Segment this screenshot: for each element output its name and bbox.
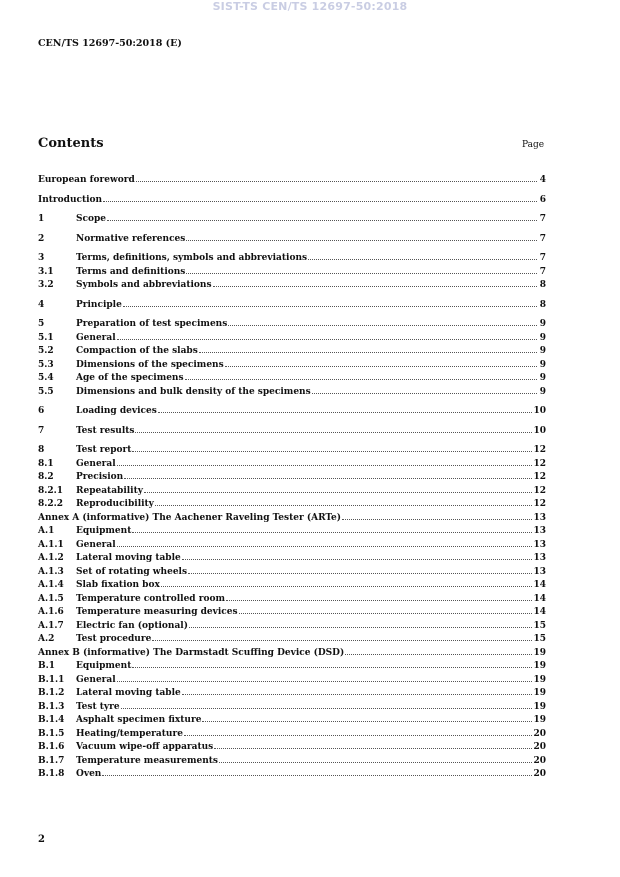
toc-entry-number: A.1.7 xyxy=(38,620,64,631)
toc-entry[interactable] xyxy=(38,174,546,188)
toc-entry-title: Oven xyxy=(76,769,102,779)
toc-entry-page: 19 xyxy=(533,647,546,658)
toc-entry-page: 19 xyxy=(533,688,546,698)
page-title: Contents xyxy=(38,136,104,151)
toc-entry[interactable] xyxy=(38,279,546,293)
toc-entry-title: Scope xyxy=(76,214,107,224)
dot-leader xyxy=(182,694,533,695)
toc-entry[interactable] xyxy=(38,674,546,688)
toc-entry-number: 5.5 xyxy=(38,386,54,397)
toc-entry[interactable] xyxy=(38,318,546,332)
toc-entry[interactable] xyxy=(38,660,546,674)
dot-leader xyxy=(213,286,537,287)
toc-entry-title: Temperature controlled room xyxy=(76,593,225,604)
toc-entry-number: B.1.5 xyxy=(38,728,65,739)
toc-entry-title: General xyxy=(76,458,116,469)
toc-entry-page: 12 xyxy=(533,499,546,509)
toc-entry-page: 6 xyxy=(539,194,546,205)
toc-entry[interactable] xyxy=(38,620,546,634)
page-number: 2 xyxy=(38,834,45,845)
toc-entry-number: B.1.6 xyxy=(38,742,65,752)
toc-entry-page: 12 xyxy=(533,472,546,482)
dot-leader xyxy=(144,492,532,493)
toc-entry[interactable] xyxy=(38,498,546,512)
toc-entry-title: European foreword xyxy=(38,175,135,185)
dot-leader xyxy=(308,259,537,260)
toc-entry-page: 13 xyxy=(533,566,546,577)
toc-entry-title: General xyxy=(76,674,116,685)
toc-entry-page: 20 xyxy=(533,769,546,779)
toc-entry-number: 4 xyxy=(38,299,45,310)
toc-entry-title: Equipment xyxy=(76,661,132,671)
toc-entry-page: 15 xyxy=(533,620,546,631)
toc-entry-title: Vacuum wipe-off apparatus xyxy=(76,742,214,752)
toc-entry-page: 9 xyxy=(539,373,546,383)
toc-entry-number: 5.3 xyxy=(38,359,54,370)
toc-entry[interactable] xyxy=(38,252,546,266)
toc-entry-title: Temperature measuring devices xyxy=(76,607,238,617)
toc-entry-number: A.1.4 xyxy=(38,580,64,590)
page-column-label: Page xyxy=(522,140,545,150)
toc-entry-number: 8.2 xyxy=(38,472,54,482)
toc-entry-number: A.1.2 xyxy=(38,553,64,563)
toc-entry-title: Principle xyxy=(76,299,122,310)
toc-entry[interactable] xyxy=(38,579,546,593)
toc-entry-page: 4 xyxy=(539,175,546,185)
dot-leader xyxy=(155,505,533,506)
table-of-contents xyxy=(38,174,546,782)
dot-leader xyxy=(219,762,532,763)
toc-entry[interactable] xyxy=(38,512,546,526)
toc-entry-page: 19 xyxy=(533,701,546,712)
toc-entry[interactable] xyxy=(38,728,546,742)
toc-entry-number: 7 xyxy=(38,425,45,436)
dot-leader xyxy=(117,681,533,682)
dot-leader xyxy=(102,775,532,776)
toc-entry-title: Lateral moving table xyxy=(76,553,181,563)
toc-entry-number: 3 xyxy=(38,253,45,263)
toc-entry-page: 14 xyxy=(533,593,546,604)
toc-entry-title: Age of the specimens xyxy=(76,373,184,383)
toc-entry[interactable] xyxy=(38,359,546,373)
toc-entry-title: Annex A (informative) The Aachener Raveling Tester (ARTe) xyxy=(38,512,342,523)
toc-entry-title: Lateral moving table xyxy=(76,688,181,698)
toc-entry-number: A.1.1 xyxy=(38,539,64,550)
toc-entry-number: B.1.8 xyxy=(38,769,65,779)
toc-entry-number: B.1 xyxy=(38,661,56,671)
toc-entry[interactable] xyxy=(38,525,546,539)
toc-entry-number: B.1.3 xyxy=(38,701,65,712)
toc-entry[interactable] xyxy=(38,345,546,359)
toc-entry-page: 12 xyxy=(533,445,546,455)
toc-entry-number: 2 xyxy=(38,233,45,244)
toc-entry-title: Symbols and abbreviations xyxy=(76,280,212,290)
toc-entry-number: 3.2 xyxy=(38,280,54,290)
dot-leader xyxy=(158,412,533,413)
dot-leader xyxy=(117,546,533,547)
toc-entry-title: Test results xyxy=(76,425,135,436)
toc-entry-page: 13 xyxy=(533,512,546,523)
toc-entry-number: 5.2 xyxy=(38,346,54,356)
toc-entry-number: 5 xyxy=(38,319,45,329)
watermark: SIST-TS CEN/TS 12697-50:2018 xyxy=(212,0,408,13)
toc-entry-title: Reproducibility xyxy=(76,499,154,509)
toc-entry-number: 3.1 xyxy=(38,266,54,277)
dot-leader xyxy=(182,559,533,560)
toc-entry-number: B.1.4 xyxy=(38,715,65,725)
toc-entry[interactable] xyxy=(38,444,546,458)
toc-entry-page: 10 xyxy=(533,425,546,436)
toc-entry-number: B.1.1 xyxy=(38,674,65,685)
dot-leader xyxy=(124,478,532,479)
toc-entry[interactable] xyxy=(38,593,546,607)
dot-leader xyxy=(199,352,537,353)
dot-leader xyxy=(136,181,537,182)
toc-entry-title: Terms, definitions, symbols and abbreviations xyxy=(76,253,308,263)
toc-entry-page: 13 xyxy=(533,553,546,563)
dot-leader xyxy=(117,465,533,466)
toc-entry-title: Heating/temperature xyxy=(76,728,183,739)
dot-leader xyxy=(239,613,533,614)
toc-entry[interactable] xyxy=(38,386,546,400)
dot-leader xyxy=(189,627,532,628)
toc-entry[interactable] xyxy=(38,233,546,247)
toc-entry-title: Loading devices xyxy=(76,406,157,416)
toc-entry[interactable] xyxy=(38,485,546,499)
dot-leader xyxy=(312,393,537,394)
toc-entry[interactable] xyxy=(38,768,546,782)
toc-entry[interactable] xyxy=(38,299,546,313)
dot-leader xyxy=(202,721,532,722)
toc-entry-page: 9 xyxy=(539,359,546,370)
toc-entry[interactable] xyxy=(38,458,546,472)
toc-entry-page: 14 xyxy=(533,580,546,590)
toc-entry-title: Terms and definitions xyxy=(76,266,186,277)
toc-entry-page: 20 xyxy=(533,742,546,752)
toc-entry-title: Compaction of the slabs xyxy=(76,346,198,356)
toc-entry-number: 8.2.1 xyxy=(38,485,64,496)
toc-entry[interactable] xyxy=(38,741,546,755)
dot-leader xyxy=(186,273,537,274)
dot-leader xyxy=(342,519,532,520)
dot-leader xyxy=(123,306,537,307)
dot-leader xyxy=(214,748,532,749)
toc-entry[interactable] xyxy=(38,633,546,647)
toc-entry-title: Asphalt specimen fixture xyxy=(76,715,202,725)
dot-leader xyxy=(188,573,532,574)
toc-entry-page: 13 xyxy=(533,539,546,550)
toc-entry-title: Introduction xyxy=(38,194,103,205)
toc-entry-page: 19 xyxy=(533,661,546,671)
dot-leader xyxy=(152,640,532,641)
toc-entry-page: 7 xyxy=(539,253,546,263)
toc-entry[interactable] xyxy=(38,266,546,280)
toc-entry-number: 6 xyxy=(38,406,45,416)
toc-entry-page: 10 xyxy=(533,406,546,416)
toc-entry-number: 8.2.2 xyxy=(38,499,64,509)
toc-entry[interactable] xyxy=(38,425,546,439)
toc-entry-page: 7 xyxy=(539,266,546,277)
toc-entry-page: 14 xyxy=(533,607,546,617)
dot-leader xyxy=(228,325,537,326)
toc-entry[interactable] xyxy=(38,701,546,715)
toc-entry-number: A.1.6 xyxy=(38,607,64,617)
dot-leader xyxy=(132,532,532,533)
toc-entry-title: Test tyre xyxy=(76,701,120,712)
toc-entry-number: A.2 xyxy=(38,634,55,644)
dot-leader xyxy=(107,220,537,221)
toc-entry-number: B.1.7 xyxy=(38,755,65,766)
toc-entry-title: Equipment xyxy=(76,526,132,536)
dot-leader xyxy=(345,654,532,655)
toc-entry-page: 12 xyxy=(533,458,546,469)
dot-leader xyxy=(226,600,532,601)
toc-entry-number: 5.1 xyxy=(38,332,54,343)
toc-entry-page: 9 xyxy=(539,346,546,356)
toc-entry[interactable] xyxy=(38,405,546,419)
toc-entry[interactable] xyxy=(38,714,546,728)
toc-entry-number: A.1.3 xyxy=(38,566,64,577)
toc-entry-title: Annex B (informative) The Darmstadt Scuffing Device (DSD) xyxy=(38,647,345,658)
toc-entry-number: 8.1 xyxy=(38,458,54,469)
toc-entry-page: 13 xyxy=(533,526,546,536)
toc-entry-page: 19 xyxy=(533,715,546,725)
toc-entry[interactable] xyxy=(38,539,546,553)
toc-entry-page: 19 xyxy=(533,674,546,685)
dot-leader xyxy=(185,379,537,380)
toc-entry[interactable] xyxy=(38,606,546,620)
dot-leader xyxy=(135,432,532,433)
dot-leader xyxy=(121,708,533,709)
dot-leader xyxy=(161,586,533,587)
dot-leader xyxy=(225,366,537,367)
toc-entry[interactable] xyxy=(38,213,546,227)
toc-entry-title: Repeatability xyxy=(76,485,143,496)
toc-entry[interactable] xyxy=(38,372,546,386)
toc-entry-page: 7 xyxy=(539,233,546,244)
document-id: CEN/TS 12697-50:2018 (E) xyxy=(38,38,182,49)
toc-entry[interactable] xyxy=(38,194,546,208)
toc-entry-number: B.1.2 xyxy=(38,688,65,698)
toc-entry-title: General xyxy=(76,332,116,343)
dot-leader xyxy=(103,201,537,202)
toc-entry-title: Electric fan (optional) xyxy=(76,620,188,631)
toc-entry-page: 20 xyxy=(533,755,546,766)
toc-entry-page: 7 xyxy=(539,214,546,224)
toc-entry-title: Set of rotating wheels xyxy=(76,566,188,577)
toc-entry[interactable] xyxy=(38,687,546,701)
toc-entry-title: Test procedure xyxy=(76,634,152,644)
toc-entry-title: Dimensions of the specimens xyxy=(76,359,224,370)
toc-entry-title: Dimensions and bulk density of the specimens xyxy=(76,386,311,397)
toc-entry-title: General xyxy=(76,539,116,550)
toc-entry[interactable] xyxy=(38,552,546,566)
dot-leader xyxy=(117,339,537,340)
toc-entry-title: Preparation of test specimens xyxy=(76,319,228,329)
toc-entry[interactable] xyxy=(38,647,546,661)
toc-entry-title: Temperature measurements xyxy=(76,755,218,766)
toc-entry-page: 9 xyxy=(539,386,546,397)
toc-entry-number: A.1 xyxy=(38,526,55,536)
toc-entry-title: Slab fixation box xyxy=(76,580,160,590)
toc-entry-title: Precision xyxy=(76,472,124,482)
toc-entry-page: 20 xyxy=(533,728,546,739)
toc-entry-number: 5.4 xyxy=(38,373,54,383)
toc-entry-number: A.1.5 xyxy=(38,593,64,604)
toc-entry[interactable] xyxy=(38,566,546,580)
toc-entry-page: 15 xyxy=(533,634,546,644)
toc-entry-title: Test report xyxy=(76,445,132,455)
dot-leader xyxy=(132,451,532,452)
toc-entry-number: 8 xyxy=(38,445,45,455)
toc-entry[interactable] xyxy=(38,332,546,346)
toc-entry[interactable] xyxy=(38,755,546,769)
dot-leader xyxy=(132,667,532,668)
dot-leader xyxy=(186,240,537,241)
toc-entry-number: 1 xyxy=(38,214,45,224)
toc-entry-page: 8 xyxy=(539,280,546,290)
toc-entry-page: 9 xyxy=(539,332,546,343)
toc-entry-page: 9 xyxy=(539,319,546,329)
toc-entry[interactable] xyxy=(38,471,546,485)
dot-leader xyxy=(184,735,533,736)
toc-entry-page: 12 xyxy=(533,485,546,496)
toc-entry-title: Normative references xyxy=(76,233,186,244)
toc-entry-page: 8 xyxy=(539,299,546,310)
